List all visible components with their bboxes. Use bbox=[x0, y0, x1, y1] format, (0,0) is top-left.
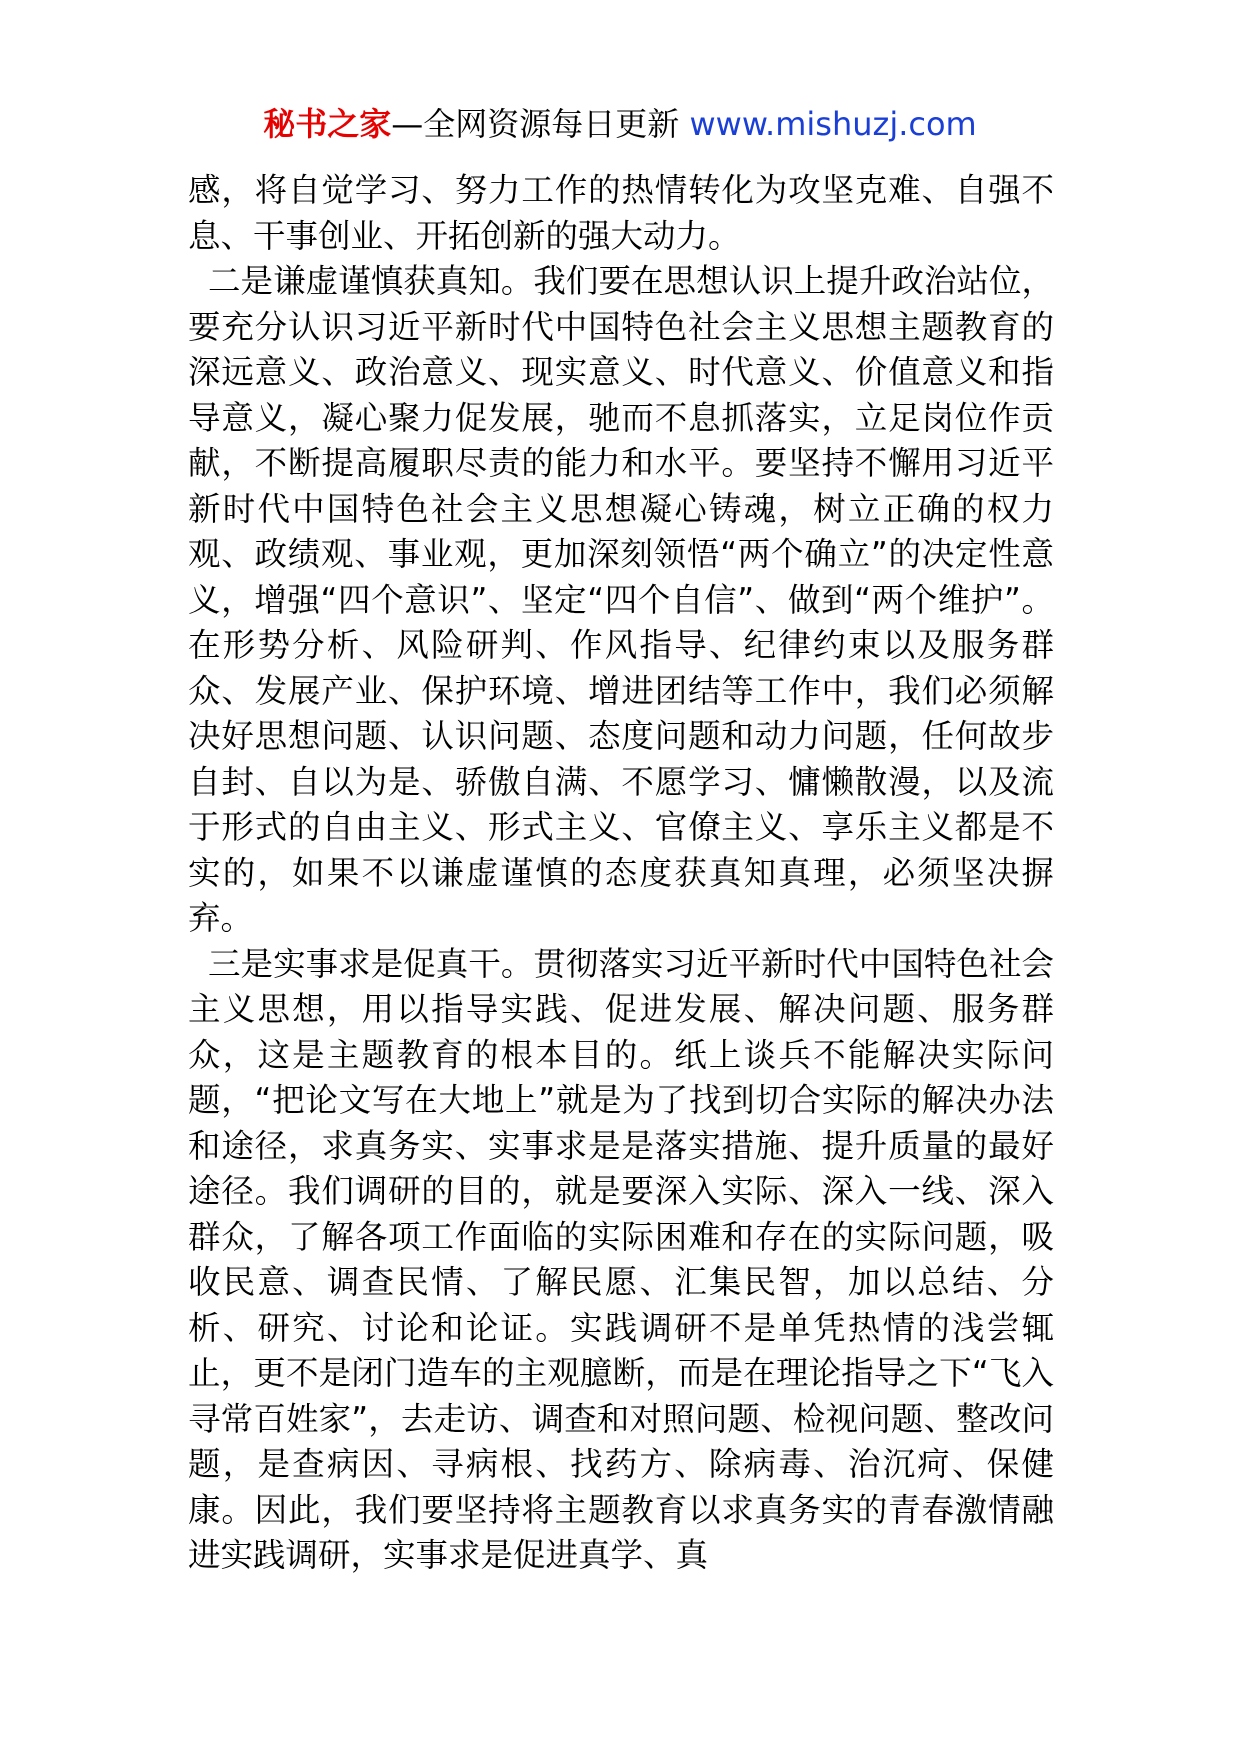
document-body bbox=[188, 168, 1054, 1579]
paragraph-continuation: 感，将自觉学习、努力工作的热情转化为攻坚克难、自强不息、干事创业、开拓创新的强大动力。 bbox=[188, 171, 1054, 255]
paragraph-humility: 二是谦虚谨慎获真知。我们要在思想认识上提升政治站位，要充分认识习近平新时代中国特色社会主义思想主题教育的深远意义、政治意义、现实意义、时代意义、价值意义和指导意义，凝心聚力促发展，驰而不息抓落实，立足岗位作贡献，不断提高履职尽责的能力和水平。要坚持不懈用习近平新时代中国特色社会主义思想凝心铸魂，树立正确的权力观、政绩观、事业观，更加深刻领悟“两个确立”的决定性意义，增强“四个意识”、坚定“四个自信”、做到“两个维护”。在形势分析、风险研判、作风指导、纪律约束以及服务群众、发展产业、保护环境、增进团结等工作中，我们必须解决好思想问题、认识问题、态度问题和动力问题，任何故步自封、自以为是、骄傲自满、不愿学习、慵懒散漫，以及流于形式的自由主义、形式主义、官僚主义、享乐主义都是不实的，如果不以谦虚谨慎的态度获真知真理，必须坚决摒弃。 bbox=[188, 262, 1054, 937]
site-brand: 秘书之家 bbox=[263, 105, 392, 143]
paragraph-pragmatism: 三是实事求是促真干。贯彻落实习近平新时代中国特色社会主义思想，用以指导实践、促进发展、解决问题、服务群众，这是主题教育的根本目的。纸上谈兵不能解决实际问题，“把论文写在大地上”就是为了找到切合实际的解决办法和途径，求真务实、实事求是是落实措施、提升质量的最好途径。我们调研的目的，就是要深入实际、深入一线、深入群众，了解各项工作面临的实际困难和存在的实际问题，吸收民意、调查民情、了解民愿、汇集民智，加以总结、分析、研究、讨论和论证。实践调研不是单凭热情的浅尝辄止，更不是闭门造车的主观臆断，而是在理论指导之下“飞入寻常百姓家”，去走访、调查和对照问题、检视问题、整改问题，是查病因、寻病根、找药方、除病毒、治沉疴、保健康。因此，我们要坚持将主题教育以求真务实的青春激情融进实践调研，实事求是促进真学、真 bbox=[188, 944, 1054, 1574]
site-url-link[interactable]: www.mishuzj.com bbox=[689, 105, 977, 143]
page-header bbox=[0, 102, 1240, 146]
site-slogan: —全网资源每日更新 bbox=[391, 105, 690, 143]
